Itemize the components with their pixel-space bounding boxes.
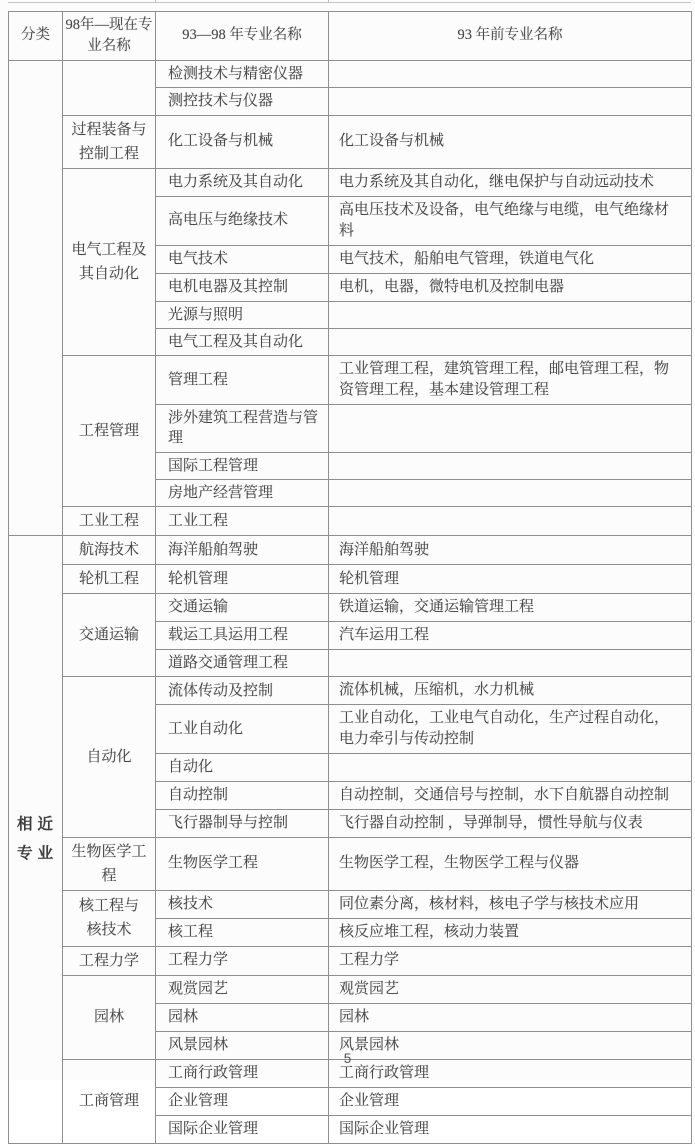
table-row — [9, 890, 692, 918]
major-93-98-cell: 光源与照明 — [156, 301, 329, 328]
page-top-crop-tick — [155, 0, 156, 3]
major-93-98-cell: 检测技术与精密仪器 — [156, 61, 329, 88]
major-pre-93-cell: 汽车运用工程 — [329, 622, 692, 650]
major-98-now-cell: 交通运输 — [63, 594, 156, 677]
major-98-now-cell: 工商管理 — [63, 1059, 156, 1143]
major-93-98-cell: 载运工具运用工程 — [156, 622, 329, 650]
major-93-98-cell: 管理工程 — [156, 356, 329, 405]
table-row — [9, 975, 692, 1003]
major-pre-93-cell: 工程力学 — [329, 946, 692, 975]
page-top-crop-tick — [328, 0, 329, 3]
major-pre-93-cell: 工业自动化，工业电气自动化，生产过程自动化，电力牵引与传动控制 — [329, 705, 692, 754]
major-pre-93-cell — [329, 754, 692, 781]
major-98-now-cell: 核工程与 核技术 — [63, 890, 156, 946]
major-pre-93-cell: 高电压技术及设备，电气绝缘与电缆，电气绝缘材料 — [329, 196, 692, 245]
table-row — [9, 61, 692, 88]
table-row — [9, 837, 692, 890]
major-93-98-cell: 电力系统及其自动化 — [156, 168, 329, 196]
major-pre-93-cell — [329, 61, 692, 88]
page-top-crop-line — [8, 2, 691, 3]
major-pre-93-cell: 核反应堆工程，核动力装置 — [329, 918, 692, 946]
table-row — [9, 565, 692, 594]
major-93-98-cell: 自动控制 — [156, 781, 329, 809]
major-pre-93-cell: 企业管理 — [329, 1087, 692, 1115]
major-pre-93-cell: 生物医学工程，生物医学工程与仪器 — [329, 837, 692, 890]
major-98-now-cell: 电气工程及 其自动化 — [63, 168, 156, 356]
major-93-98-cell: 园林 — [156, 1003, 329, 1031]
major-pre-93-cell: 同位素分离，核材料，核电子学与核技术应用 — [329, 890, 692, 918]
major-pre-93-cell — [329, 88, 692, 115]
major-pre-93-cell: 飞行器自动控制 ，导弹制导，惯性导航与仪表 — [329, 809, 692, 837]
major-93-98-cell: 房地产经营管理 — [156, 479, 329, 506]
major-98-now-cell: 自动化 — [63, 677, 156, 837]
header-98-to-now: 98年—现在专业名称 — [63, 12, 156, 61]
major-pre-93-cell — [329, 650, 692, 677]
major-pre-93-cell: 观赏园艺 — [329, 975, 692, 1003]
major-pre-93-cell — [329, 301, 692, 328]
major-pre-93-cell: 工业管理工程，建筑管理工程，邮电管理工程，物资管理工程，基本建设管理工程 — [329, 356, 692, 405]
major-93-98-cell: 道路交通管理工程 — [156, 650, 329, 677]
table-row — [9, 677, 692, 705]
major-93-98-cell: 核技术 — [156, 890, 329, 918]
major-93-98-cell: 电机电器及其控制 — [156, 273, 329, 301]
table-row — [9, 507, 692, 536]
major-93-98-cell: 流体传动及控制 — [156, 677, 329, 705]
table-row — [9, 594, 692, 622]
major-93-98-cell: 交通运输 — [156, 594, 329, 622]
major-pre-93-cell: 铁道运输，交通运输管理工程 — [329, 594, 692, 622]
major-pre-93-cell: 工商行政管理 — [329, 1059, 692, 1087]
table-row — [9, 115, 692, 168]
table-row — [9, 946, 692, 975]
major-93-98-cell: 涉外建筑工程营造与管理 — [156, 405, 329, 453]
major-98-now-cell: 轮机工程 — [63, 565, 156, 594]
major-pre-93-cell — [329, 328, 692, 355]
major-98-now-cell: 园林 — [63, 975, 156, 1059]
major-pre-93-cell: 化工设备与机械 — [329, 115, 692, 168]
major-93-98-cell: 工程力学 — [156, 946, 329, 975]
major-pre-93-cell: 电机，电器，微特电机及控制电器 — [329, 273, 692, 301]
major-pre-93-cell: 电力系统及其自动化，继电保护与自动远动技术 — [329, 168, 692, 196]
major-pre-93-cell: 流体机械，压缩机，水力机械 — [329, 677, 692, 705]
major-pre-93-cell — [329, 479, 692, 506]
major-pre-93-cell — [329, 507, 692, 536]
major-93-98-cell: 风景园林 — [156, 1031, 329, 1059]
major-93-98-cell: 工商行政管理 — [156, 1059, 329, 1087]
major-pre-93-cell: 海洋船舶驾驶 — [329, 536, 692, 565]
major-93-98-cell: 国际工程管理 — [156, 452, 329, 479]
category-cell — [9, 61, 63, 536]
major-pre-93-cell: 国际企业管理 — [329, 1115, 692, 1143]
major-93-98-cell: 飞行器制导与控制 — [156, 809, 329, 837]
major-pre-93-cell: 园林 — [329, 1003, 692, 1031]
major-93-98-cell: 高电压与绝缘技术 — [156, 196, 329, 245]
major-93-98-cell: 企业管理 — [156, 1087, 329, 1115]
header-93-to-98: 93—98 年专业名称 — [156, 12, 329, 61]
table-row — [9, 168, 692, 196]
major-98-now-cell: 工程力学 — [63, 946, 156, 975]
table-header-row — [9, 12, 692, 61]
major-pre-93-cell — [329, 452, 692, 479]
table-row — [9, 356, 692, 405]
major-93-98-cell: 电气工程及其自动化 — [156, 328, 329, 355]
major-pre-93-cell: 轮机管理 — [329, 565, 692, 594]
major-93-98-cell: 海洋船舶驾驶 — [156, 536, 329, 565]
major-98-now-cell: 航海技术 — [63, 536, 156, 565]
category-cell: 相近 专业 — [9, 536, 63, 1144]
major-93-98-cell: 轮机管理 — [156, 565, 329, 594]
page-number: 5 — [343, 1051, 352, 1066]
table-row — [9, 536, 692, 565]
majors-mapping-table — [8, 11, 692, 1144]
major-98-now-cell: 工程管理 — [63, 356, 156, 507]
major-93-98-cell: 化工设备与机械 — [156, 115, 329, 168]
header-category: 分类 — [9, 12, 63, 61]
major-93-98-cell: 测控技术与仪器 — [156, 88, 329, 115]
major-98-now-cell: 过程装备与 控制工程 — [63, 115, 156, 168]
major-93-98-cell: 核工程 — [156, 918, 329, 946]
major-98-now-cell: 生物医学工程 — [63, 837, 156, 890]
major-98-now-cell — [63, 61, 156, 116]
header-pre-93: 93 年前专业名称 — [329, 12, 692, 61]
major-pre-93-cell: 自动控制，交通信号与控制，水下自航器自动控制 — [329, 781, 692, 809]
major-93-98-cell: 电气技术 — [156, 245, 329, 273]
major-93-98-cell: 国际企业管理 — [156, 1115, 329, 1143]
major-pre-93-cell: 电气技术，船舶电气管理，铁道电气化 — [329, 245, 692, 273]
major-93-98-cell: 自动化 — [156, 754, 329, 781]
major-pre-93-cell: 风景园林 — [329, 1031, 692, 1059]
major-98-now-cell: 工业工程 — [63, 507, 156, 536]
major-93-98-cell: 工业工程 — [156, 507, 329, 536]
major-93-98-cell: 工业自动化 — [156, 705, 329, 754]
major-93-98-cell: 生物医学工程 — [156, 837, 329, 890]
major-93-98-cell: 观赏园艺 — [156, 975, 329, 1003]
major-pre-93-cell — [329, 405, 692, 453]
